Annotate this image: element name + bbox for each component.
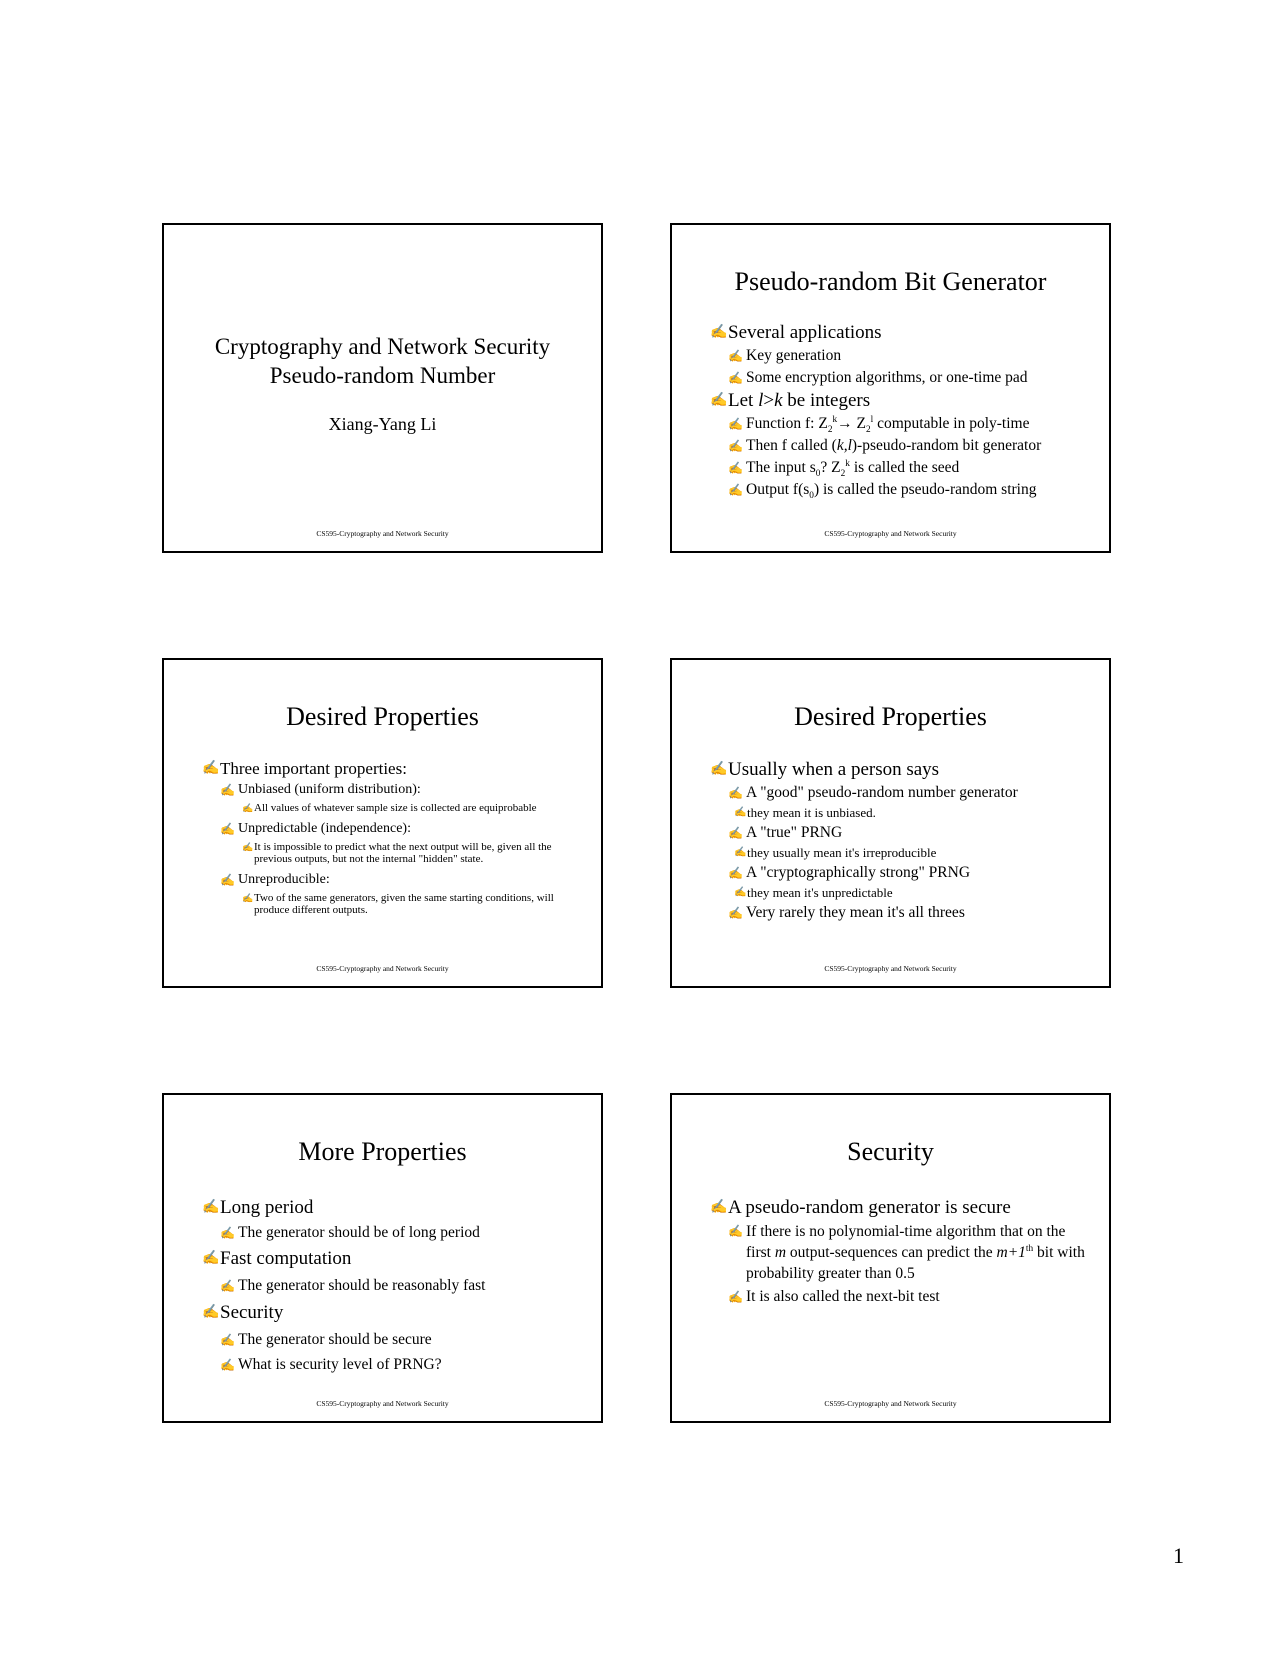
- writing-hand-icon: ✍: [728, 786, 743, 800]
- sub-bullet-item: ✍ Unreproducible:: [202, 870, 591, 890]
- writing-hand-icon: ✍: [202, 1305, 220, 1320]
- sub-bullet-item: ✍ A "good" pseudo-random number generator: [710, 782, 1099, 804]
- slide-title: Desired Properties: [286, 702, 479, 731]
- slide-title: Security: [847, 1137, 934, 1166]
- writing-hand-icon: ✍: [728, 1290, 743, 1304]
- sub-bullet-item: ✍ The input $s_0$? $Z_2^k$ is called the seed: [728, 458, 960, 480]
- writing-hand-icon: ✍: [728, 1224, 743, 1238]
- writing-hand-icon: ✍: [220, 1333, 235, 1347]
- sub-sub-bullet-item: ✍ It is impossible to predict what the next output will be, given all the previous outputs, but not the internal "hidden" state.: [242, 840, 552, 865]
- writing-hand-icon: ✍: [734, 847, 747, 858]
- slide-footer: CS595-Cryptography and Network Security: [316, 529, 449, 538]
- sub-bullet-item: ✍ The generator should be reasonably fast: [202, 1273, 591, 1299]
- sub-sub-bullet-item: ✍ Two of the same generators, given the same starting conditions, will produce different outputs.: [242, 891, 554, 916]
- sub-bullet-item: ✍ Very rarely they mean it's all threes: [710, 902, 1099, 924]
- slide-5: [162, 1093, 603, 1423]
- slide-1: [162, 223, 603, 553]
- writing-hand-icon: ✍: [728, 906, 743, 920]
- writing-hand-icon: ✍: [710, 1200, 728, 1215]
- slide-footer: CS595-Cryptography and Network Security: [824, 529, 957, 538]
- writing-hand-icon: ✍: [220, 821, 235, 836]
- writing-hand-icon: ✍: [728, 483, 743, 497]
- sub-sub-bullet-item: ✍ they mean it is unbiased.: [734, 805, 876, 820]
- writing-hand-icon: ✍: [710, 762, 728, 777]
- slide-footer: CS595-Cryptography and Network Security: [316, 964, 449, 973]
- sub-bullet-item: ✍ Unpredictable (independence):: [202, 819, 591, 839]
- writing-hand-icon: ✍: [728, 866, 743, 880]
- writing-hand-icon: ✍: [242, 803, 254, 813]
- slide-4: [670, 658, 1111, 988]
- writing-hand-icon: ✍: [710, 325, 728, 340]
- bullet-item: ✍ Several applications: [710, 322, 882, 343]
- writing-hand-icon: ✍: [728, 417, 743, 431]
- slide-title-line-2: Pseudo-random Number: [269, 363, 496, 388]
- slide-content: [710, 321, 1099, 501]
- sub-bullet-item: ✍ The generator should be of long period: [202, 1221, 591, 1245]
- writing-hand-icon: ✍: [220, 1358, 235, 1372]
- sub-sub-bullet-item: ✍ they usually mean it's irreproducible: [734, 845, 937, 860]
- slide-6: [670, 1093, 1111, 1423]
- slide-footer: CS595-Cryptography and Network Security: [316, 1399, 449, 1408]
- slide-footer: CS595-Cryptography and Network Security: [824, 964, 957, 973]
- sub-sub-bullet-item: ✍ All values of whatever sample size is collected are equiprobable: [242, 802, 537, 814]
- writing-hand-icon: ✍: [220, 872, 235, 887]
- sub-bullet-item: ✍ A "true" PRNG: [710, 822, 1099, 844]
- writing-hand-icon: ✍: [728, 371, 743, 385]
- sub-bullet-item: ✍ Some encryption algorithms, or one-time pad: [710, 367, 1099, 389]
- sub-bullet-item: ✍ What is security level of PRNG?: [202, 1353, 591, 1377]
- writing-hand-icon: ✍: [734, 807, 747, 818]
- sub-bullet-item: ✍ The generator should be secure: [202, 1327, 591, 1353]
- writing-hand-icon: ✍: [202, 761, 220, 776]
- slide-title: Desired Properties: [794, 702, 987, 731]
- writing-hand-icon: ✍: [242, 841, 254, 852]
- sub-bullet-item: ✍ Then f called (k,l)-pseudo-random bit generator: [710, 435, 1099, 457]
- slide-content: [710, 1195, 1099, 1310]
- writing-hand-icon: ✍: [220, 783, 235, 797]
- bullet-item: ✍ Usually when a person says: [710, 759, 940, 780]
- slide-title-line-1: Cryptography and Network Security: [214, 334, 551, 359]
- bullet-item: ✍ A pseudo-random generator is secure: [710, 1195, 1099, 1221]
- sub-bullet-item: ✍ It is also called the next-bit test: [710, 1284, 1099, 1310]
- writing-hand-icon: ✍: [728, 826, 743, 840]
- sub-bullet-item: ✍ If there is no polynomial-time algorithm that on the first m output-sequences can predict the m+1th bit with probability greater than 0.5: [728, 1223, 1085, 1282]
- bullet-item: ✍ Let l>k be integers: [710, 390, 871, 411]
- slide-content: [710, 758, 1099, 924]
- writing-hand-icon: ✍: [220, 1279, 235, 1293]
- bullet-item: ✍ Three important properties:: [202, 759, 407, 778]
- bullet-item: ✍ Security: [202, 1299, 591, 1327]
- page-number: 1: [1173, 1543, 1184, 1568]
- slide-title: Pseudo-random Bit Generator: [734, 267, 1047, 296]
- author-name: Xiang-Yang Li: [328, 414, 437, 434]
- slide-content: [202, 758, 591, 917]
- sub-bullet-item: ✍ Output $f(s_0)$ is called the pseudo-random string: [728, 481, 1037, 502]
- sub-bullet-item: ✍ Key generation: [710, 345, 1099, 367]
- writing-hand-icon: ✍: [728, 349, 743, 363]
- writing-hand-icon: ✍: [728, 439, 743, 453]
- bullet-item: ✍ Fast computation: [202, 1245, 591, 1273]
- sub-bullet-item: ✍ A "cryptographically strong" PRNG: [710, 862, 1099, 884]
- writing-hand-icon: ✍: [734, 887, 747, 898]
- sub-bullet-item: ✍ Function f: $Z_2^k\to Z_2^l$ computable in poly-time: [728, 414, 1030, 436]
- sub-bullet-item: ✍ Unbiased (uniform distribution):: [202, 780, 591, 800]
- slide-2: [670, 223, 1111, 553]
- slide-footer: CS595-Cryptography and Network Security: [824, 1399, 957, 1408]
- writing-hand-icon: ✍: [728, 461, 743, 475]
- slide-3: [162, 658, 603, 988]
- writing-hand-icon: ✍: [220, 1226, 235, 1240]
- writing-hand-icon: ✍: [710, 393, 728, 408]
- sub-sub-bullet-item: ✍ they mean it's unpredictable: [734, 885, 893, 900]
- writing-hand-icon: ✍: [242, 892, 254, 903]
- writing-hand-icon: ✍: [202, 1251, 220, 1266]
- slide-title: More Properties: [298, 1137, 467, 1166]
- slide-content: [202, 1195, 591, 1377]
- bullet-item: ✍ Long period: [202, 1195, 591, 1221]
- writing-hand-icon: ✍: [202, 1200, 220, 1215]
- arrow-icon: →: [837, 415, 853, 432]
